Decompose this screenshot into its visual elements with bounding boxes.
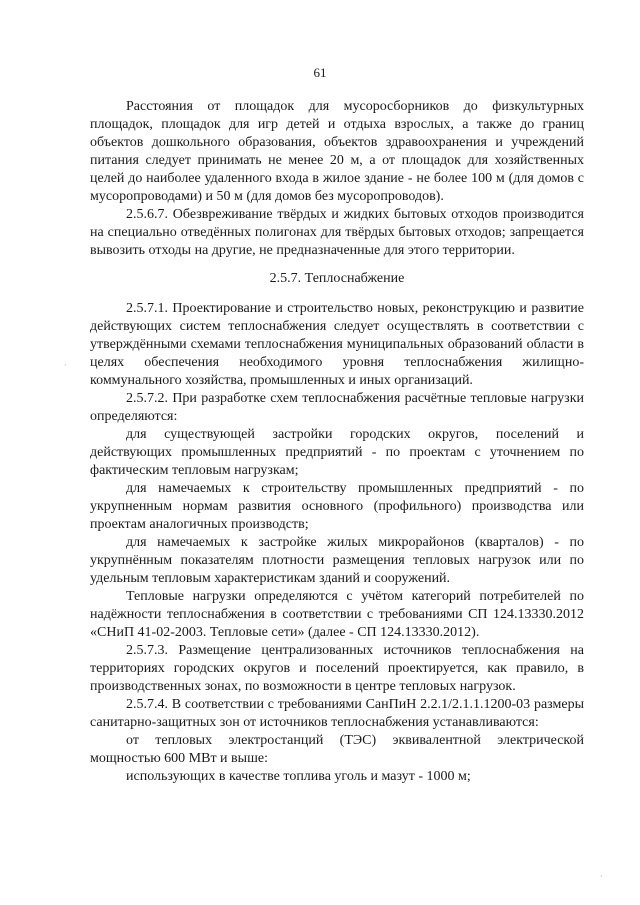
paragraph-coal-fuel-oil: использующих в качестве топлива уголь и мазут - 1000 м; <box>126 769 471 784</box>
paragraph-2-5-7-4: 2.5.7.4. В соответствии с требованиями СанПиН 2.2.1/2.1.1.1200-03 размеры санитарно-защитных зон от источников теплоснабжения устанавливаются: <box>90 697 584 730</box>
section-heading-heat-supply: 2.5.7. Теплоснабжение <box>269 271 405 286</box>
scan-mark: · <box>600 872 603 881</box>
paragraph-2-5-6-7: 2.5.6.7. Обезвреживание твёрдых и жидких бытовых отходов производится на специально отведённых полигонах для твёрдых бытовых отходов; запрещается вывозить отходы на другие, не предназначенные для этого территории. <box>90 207 584 258</box>
paragraph-thermal-power-plants: от тепловых электростанций (ТЭС) эквивалентной электрической мощностью 600 МВт и выше: <box>90 733 584 766</box>
page-number: 61 <box>313 65 327 80</box>
paragraph-planned-residential: для намечаемых к застройке жилых микрорайонов (кварталов) - по укрупнённым показателям плотности размещения тепловых нагрузок или по удельным тепловым характеристикам зданий и сооружений. <box>90 535 584 586</box>
scan-mark: · <box>64 361 67 370</box>
paragraph-waste-distances: Расстояния от площадок для мусоросборников до физкультурных площадок, площадок для игр детей и отдыха взрослых, а также до границ объектов дошкольного образования, объектов здравоохранения и учреждений питания следует принимать не менее 20 м, а от площадок для хозяйственных целей до наиболее удаленного входа в жилое здание - не более 100 м (для домов с мусоропроводами) и 50 м (для домов без мусоропроводов). <box>90 99 584 204</box>
paragraph-heat-loads-categories: Тепловые нагрузки определяются с учётом категорий потребителей по надёжности теплоснабжения в соответствии с требованиями СП 124.13330.2012 «СНиП 41-02-2003. Тепловые сети» (далее - СП 124.13330.2012). <box>90 589 584 640</box>
paragraph-2-5-7-3: 2.5.7.3. Размещение централизованных источников теплоснабжения на территориях городских округов и поселений проектируется, как правило, в производственных зонах, по возможности в центре тепловых нагрузок. <box>90 643 584 694</box>
paragraph-planned-industrial: для намечаемых к строительству промышленных предприятий - по укрупненным нормам развития основного (профильного) производства или проектам аналогичных производств; <box>90 481 584 532</box>
document-body <box>90 98 584 786</box>
paragraph-2-5-7-1: 2.5.7.1. Проектирование и строительство новых, реконструкцию и развитие действующих систем теплоснабжения следует осуществлять в соответствии с утверждёнными схемами теплоснабжения муниципальных образований области в целях обеспечения необходимого уровня теплоснабжения жилищно-коммунального хозяйства, промышленных и иных организаций. <box>90 301 584 388</box>
paragraph-existing-buildings: для существующей застройки городских округов, поселений и действующих промышленных предприятий - по проектам с уточнением по фактическим тепловым нагрузкам; <box>90 427 584 478</box>
paragraph-2-5-7-2: 2.5.7.2. При разработке схем теплоснабжения расчётные тепловые нагрузки определяются: <box>90 391 584 424</box>
